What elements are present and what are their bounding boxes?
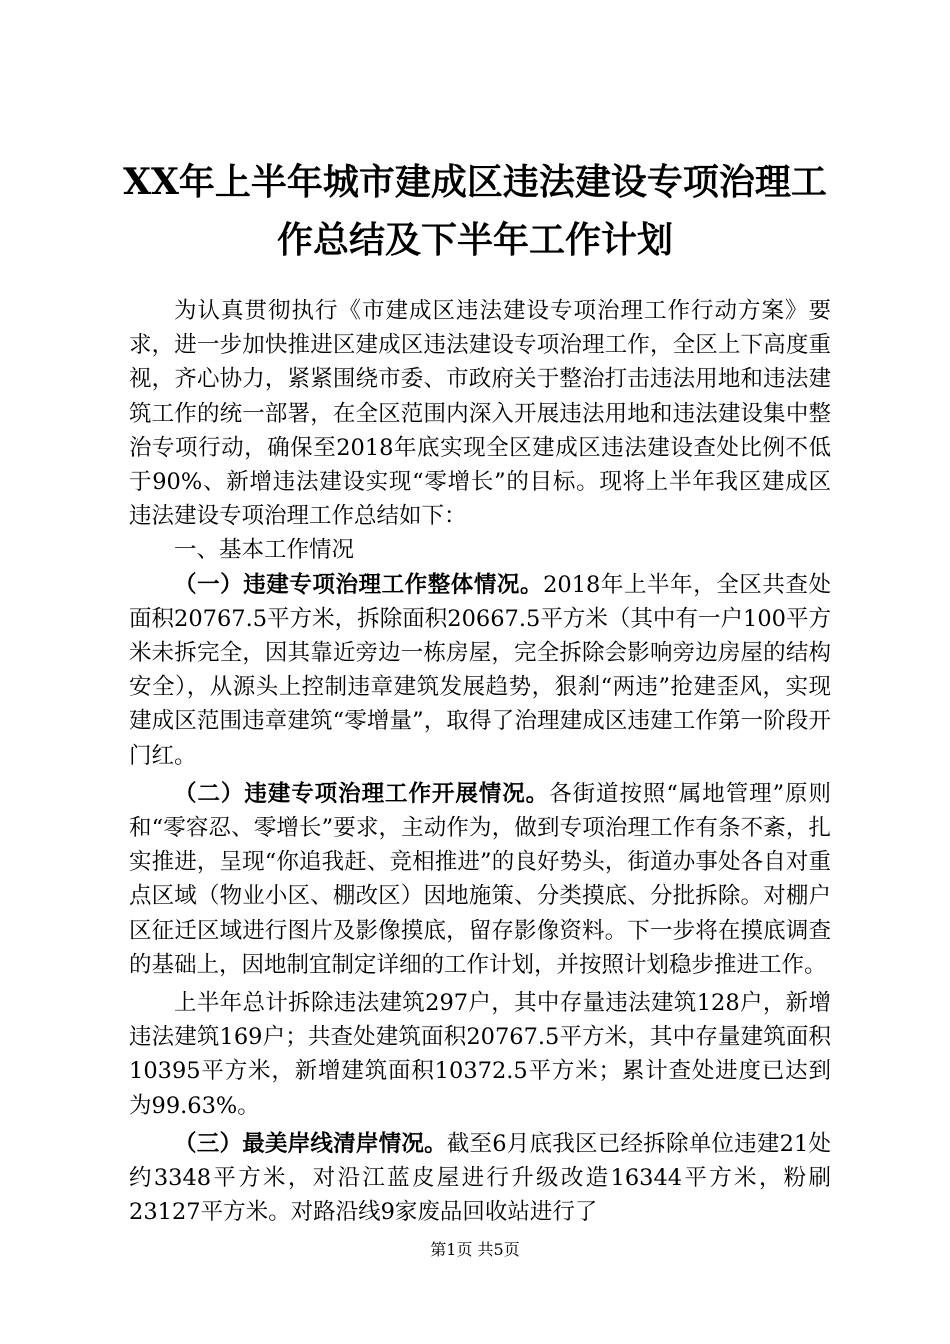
subsection-heading-2: （二）违建专项治理工作开展情况。	[174, 780, 550, 807]
subsection-text-1: 2018年上半年，全区共查处面积20767.5平方米，拆除面积20667.5平方米（其中有一户100平方米未拆完全，因其靠近旁边一栋房屋，完全拆除会影响旁边房屋的结构安全），从源头上控制违章建筑发展趋势，狠刹“两违”抢建歪风，实现建成区范围违章建筑“零增量”，取得了治理建成区违建工作第一阶段开门红。	[129, 571, 831, 769]
subsection-heading-3: （三）最美岸线清岸情况。	[174, 1130, 447, 1157]
stats-paragraph: 上半年总计拆除违法建筑297户，其中存量违法建筑128户，新增违法建筑169户；共查处建筑面积20767.5平方米，其中存量建筑面积10395平方米，新增建筑面积10372.5平方米；累计查处进度已达到为99.63%。	[129, 990, 831, 1119]
page-number-footer: 第1页 共5页	[430, 1240, 520, 1259]
subsection-paragraph-1	[129, 568, 831, 773]
subsection-paragraph-3	[129, 1127, 831, 1230]
subsection-text-3: 截至6月底我区已经拆除单位违建21处约3348平方米，对沿江蓝皮屋进行升级改造16344平方米，粉刷23127平方米。对路沿线9家废品回收站进行了	[129, 1130, 831, 1226]
intro-paragraph: 为认真贯彻执行《市建成区违法建设专项治理工作行动方案》要求，进一步加快推进区建成区违法建设专项治理工作，全区上下高度重视，齐心协力，紧紧围绕市委、市政府关于整治打击违法用地和违法建筑工作的统一部署，在全区范围内深入开展违法用地和违法建设集中整治专项行动，确保至2018年底实现全区建成区违法建设查处比例不低于90%、新增违法建设实现“零增长”的目标。现将上半年我区建成区违法建设专项治理工作总结如下：	[129, 298, 831, 530]
subsection-heading-1: （一）违建专项治理工作整体情况。	[174, 571, 544, 598]
subsection-text-2: 各街道按照“属地管理”原则和“零容忍、零增长”要求，主动作为，做到专项治理工作有条不紊，扎实推进，呈现“你追我赶、竞相推进”的良好势头，街道办事处各自对重点区域（物业小区、棚改区）因地施策、分类摸底、分批拆除。对棚户区征迁区域进行图片及影像摸底，留存影像资料。下一步将在摸底调查的基础上，因地制宜制定详细的工作计划，并按照计划稳步推进工作。	[129, 780, 831, 978]
document-body	[129, 294, 831, 1229]
section-heading-basic-work: 一、基本工作情况	[174, 537, 355, 564]
document-title-line-1: XX年上半年城市建成区违法建设专项治理工	[123, 161, 827, 203]
subsection-paragraph-2	[129, 777, 831, 982]
document-title-line-2: 作总结及下半年工作计划	[276, 219, 673, 261]
